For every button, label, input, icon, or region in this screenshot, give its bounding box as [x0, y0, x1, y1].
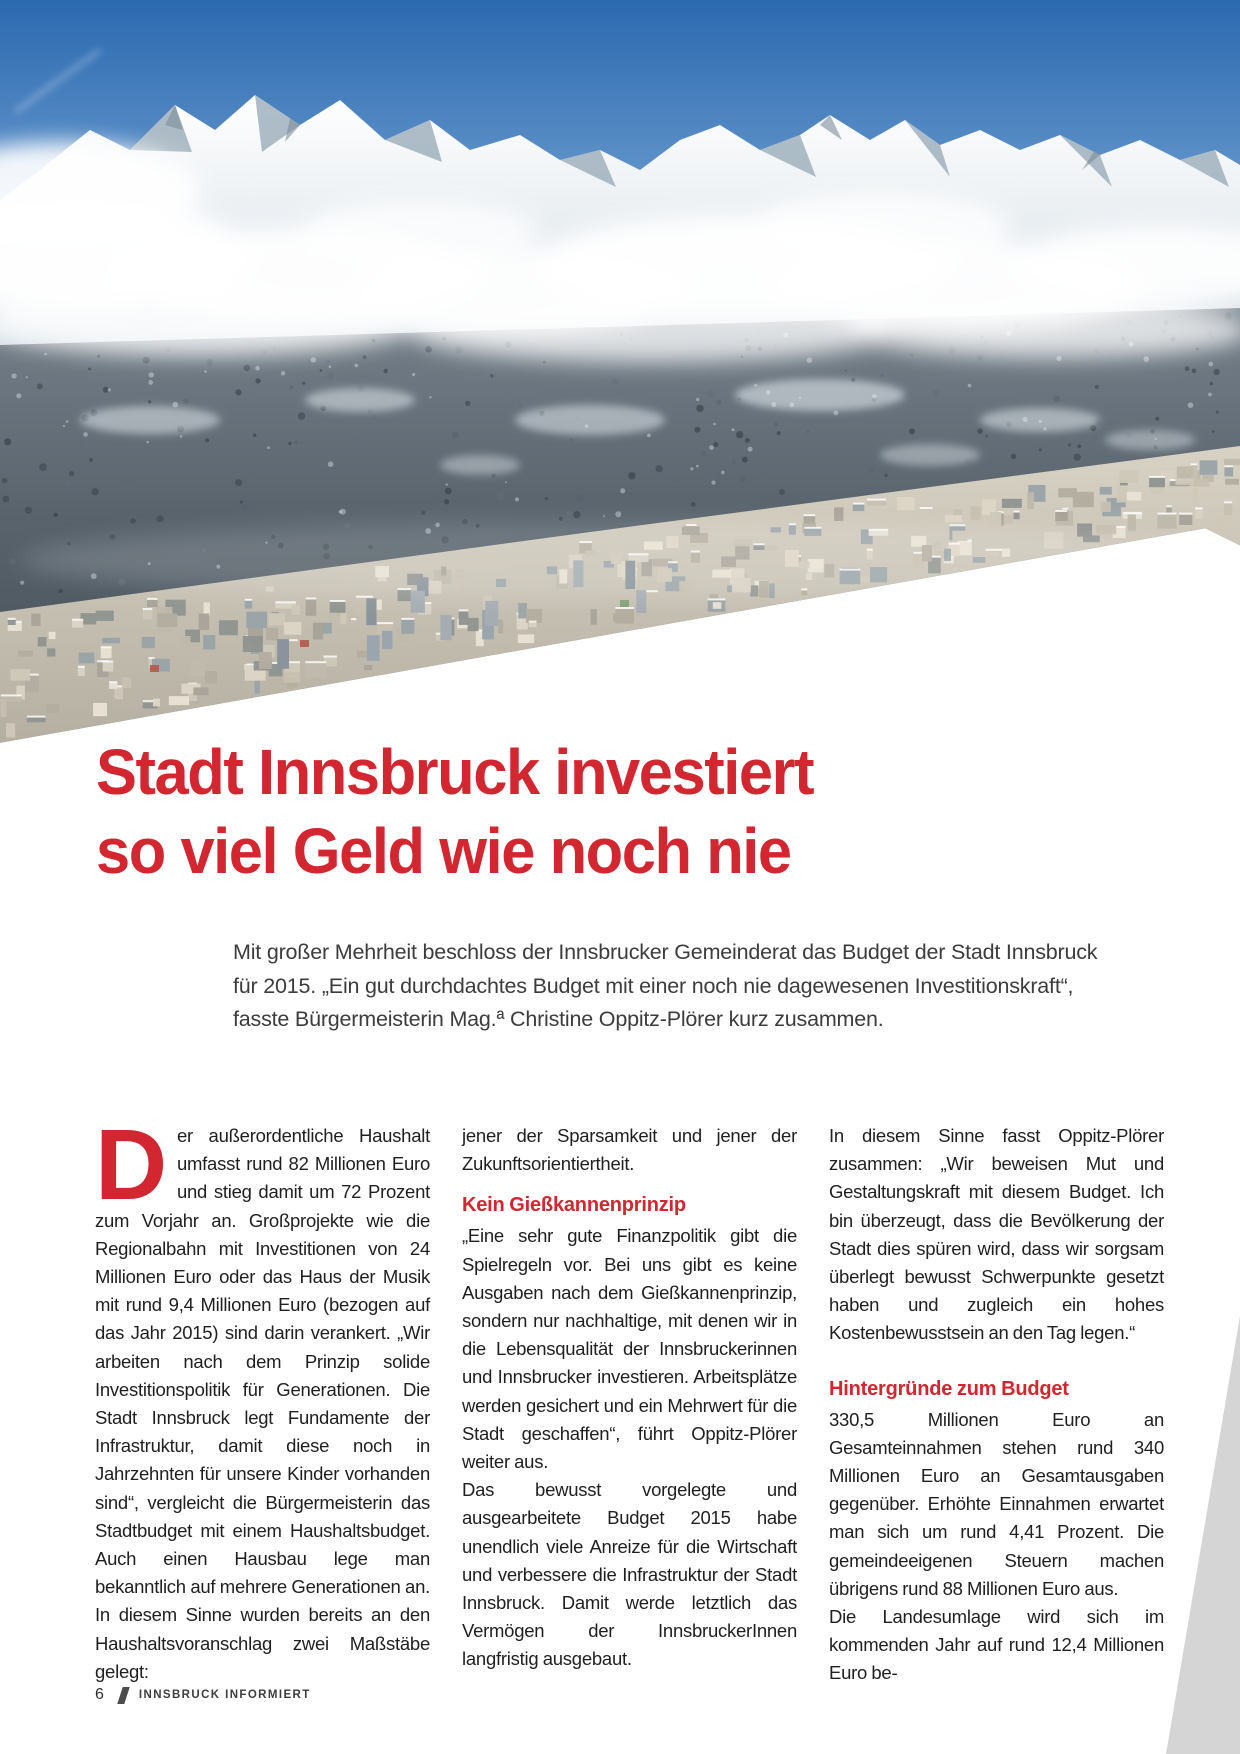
column-1: [95, 1109, 430, 1688]
paragraph: 330,5 Millionen Euro an Gesamteinnahmen stehen rund 340 Millionen Euro an Gesamtausgaben gegenüber. Erhöhte Einnahmen erwartet man sich um rund 4,41 Prozent. Die gemeindeeigenen Steuern machen übrigens rund 88 Millionen Euro aus.: [829, 1408, 1164, 1599]
article-lead: Mit großer Mehrheit beschloss der Innsbrucker Gemeinderat das Budget der Stadt Innsbruck für 2015. „Ein gut durchdachtes Budget mit einer noch nie dagewesenen Investitionskraft“, fasste Bürgermeisterin Mag.ª Christine Oppitz-Plörer kurz zusammen.: [233, 940, 1098, 1031]
paragraph: „Eine sehr gute Finanzpolitik gibt die Spielregeln vor. Bei uns gibt es keine Ausgaben nach dem Gießkannenprinzip, sondern nur nachhaltige, mit denen wir in die Lebensqualität der Innsbruckerinnen und Innsbrucker investieren. Arbeitsplätze werden gesichert und ein Mehrwert für die Stadt geschaffen“, führt Oppitz-Plörer weiter aus.: [462, 1225, 797, 1473]
magazine-name: INNSBRUCK INFORMIERT: [138, 1689, 311, 1701]
headline-line-2: so viel Geld wie noch nie: [96, 815, 791, 887]
article-headline: [96, 733, 1104, 891]
dropcap-letter: D: [95, 1109, 167, 1221]
hero-photo-winter-innsbruck-panorama: [0, 0, 1240, 745]
paragraph: jener der Sparsamkeit und jener der Zukunftsorientiertheit.: [462, 1125, 797, 1175]
column-2: [462, 1122, 797, 1688]
footer-slash-icon: [117, 1687, 130, 1704]
corner-wedge-decoration: [1166, 1316, 1240, 1754]
paragraph: Die Landesumlage wird sich im kommenden Jahr auf rund 12,4 Millionen Euro be-: [829, 1606, 1164, 1684]
paragraph-text: er außerordentliche Haushalt umfasst rund 82 Millionen Euro und stieg damit um 72 Prozent zum Vorjahr an. Großprojekte wie die Regionalbahn mit Investitionen von 24 Millionen Euro oder das Haus der Musik mit rund 9,4 Millionen Euro (bezogen auf das Jahr 2015) sind darin verankert. „Wir arbeiten nach dem Prinzip solide Investitionspolitik für Generationen. Die Stadt Innsbruck legt Fundamente der Infrastruktur, damit diese noch in Jahrzehnten für unsere Kinder vorhanden sind“, vergleicht die Bürgermeisterin das Stadtbudget mit einem Haushaltsbudget. Auch einen Hausbau lege man bekanntlich auf mehrere Generationen an. In diesem Sinne wurden bereits an den Haushaltsvoranschlag zwei Maßstäbe gelegt:: [95, 1125, 430, 1682]
hero-photo-illustration: [0, 0, 1240, 745]
article-body: [95, 1109, 1164, 1688]
paragraph: [95, 1109, 430, 1686]
headline-line-1: Stadt Innsbruck investiert: [96, 736, 814, 808]
page-number: 6: [95, 1686, 104, 1703]
column-3: [829, 1122, 1164, 1688]
paragraph: In diesem Sinne fasst Oppitz-Plörer zusammen: „Wir beweisen Mut und Gestaltungskraft mit diesem Budget. Ich bin überzeugt, dass die Bevölkerung der Stadt dies spüren wird, dass wir sorgsam überlegt bewusst Schwerpunkte gesetzt haben und zugleich ein hohes Kostenbewusstsein an den Tag legen.“: [829, 1125, 1164, 1344]
subheading-hintergruende-zum-budget: Hintergründe zum Budget: [829, 1377, 1069, 1400]
paragraph: Das bewusst vorgelegte und ausgearbeitete Budget 2015 habe unendlich viele Anreize für die Wirtschaft und verbessere die Infrastruktur der Stadt Innsbruck. Damit werde letztlich das Vermögen der InnsbruckerInnen langfristig ausgebaut.: [462, 1479, 797, 1670]
page-footer: [95, 1686, 311, 1704]
subheading-kein-giesskannenprinzip: Kein Gießkannenprinzip: [462, 1194, 686, 1217]
